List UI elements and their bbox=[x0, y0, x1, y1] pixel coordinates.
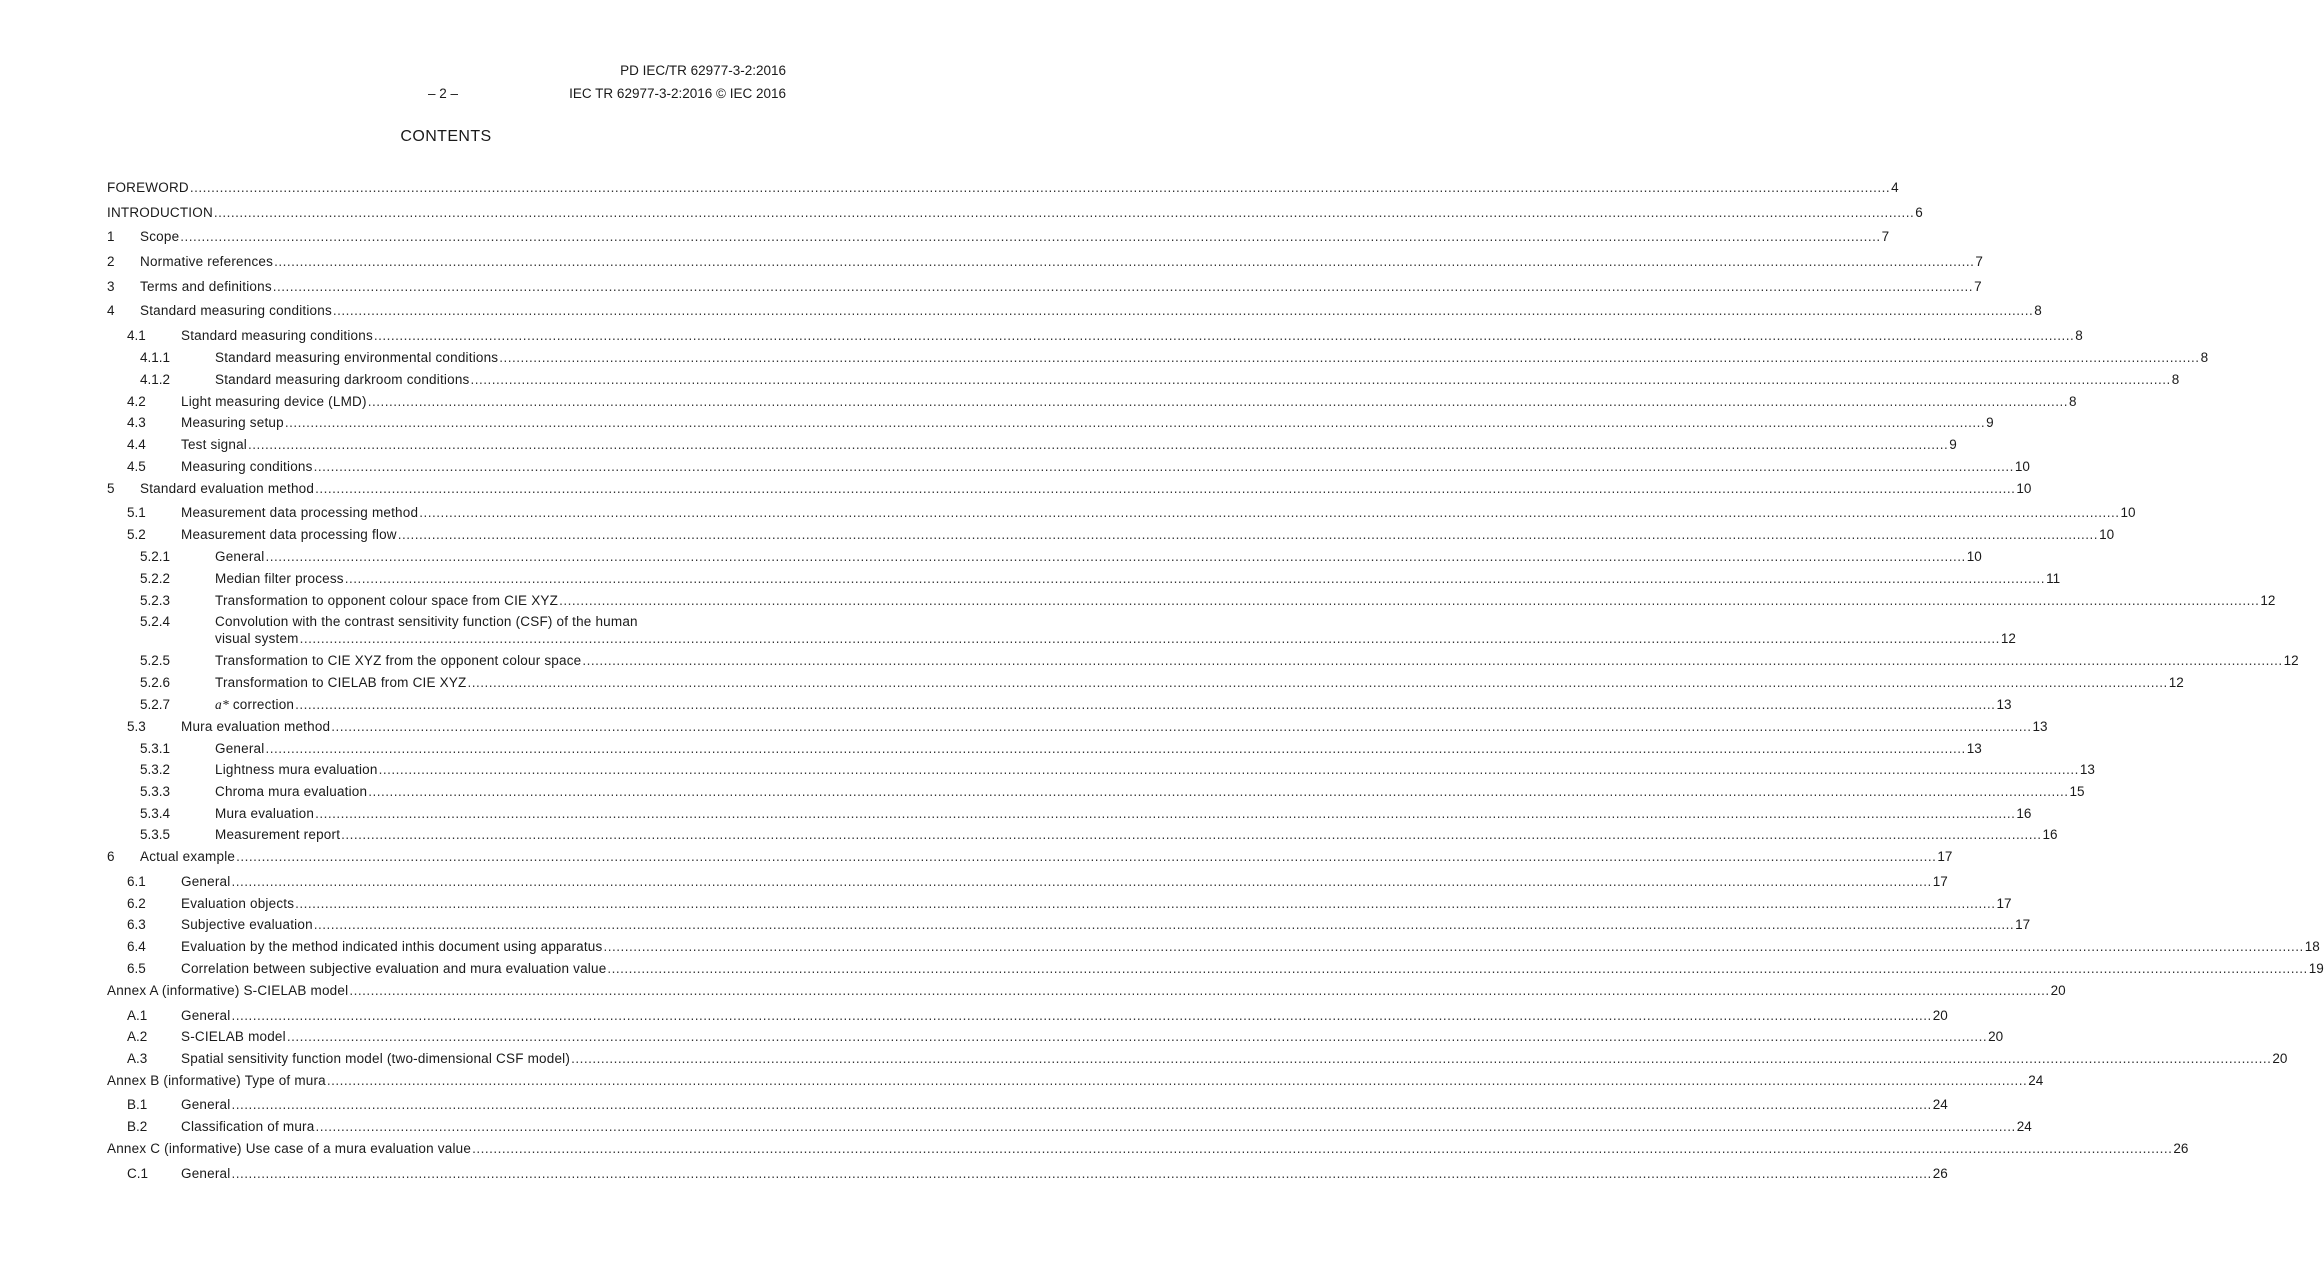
toc-page-number: 11 bbox=[2046, 571, 2061, 586]
toc-title: Median filter process bbox=[215, 571, 344, 586]
toc-section-number: A.2 bbox=[127, 1029, 148, 1044]
toc-leader-dots: ................................................................................................................................................................................................................................................................................................................................................................................................................ bbox=[284, 415, 1986, 430]
toc-section-number: B.1 bbox=[127, 1097, 148, 1112]
toc-title: Scope bbox=[140, 229, 180, 244]
toc-title: General bbox=[181, 874, 231, 889]
toc-leader-dots: ................................................................................................................................................................................................................................................................................................................................................................................................................ bbox=[286, 1029, 1988, 1044]
toc-leader-dots: ................................................................................................................................................................................................................................................................................................................................................................................................................ bbox=[272, 279, 1974, 294]
toc-title: Evaluation by the method indicated inthis document using apparatus bbox=[181, 939, 603, 954]
toc-leader-dots: ................................................................................................................................................................................................................................................................................................................................................................................................................ bbox=[332, 303, 2034, 318]
toc-leader-dots: ................................................................................................................................................................................................................................................................................................................................................................................................................ bbox=[341, 827, 2042, 842]
toc-title: Annex B (informative) Type of mura bbox=[107, 1073, 326, 1088]
toc-page-number: 10 bbox=[2016, 481, 2032, 496]
toc-title: visual system bbox=[215, 631, 299, 646]
toc-leader-dots: ................................................................................................................................................................................................................................................................................................................................................................................................................ bbox=[315, 1119, 2016, 1134]
toc-title: Spatial sensitivity function model (two-dimensional CSF model) bbox=[181, 1051, 571, 1066]
toc-page-number: 12 bbox=[2000, 631, 2016, 646]
toc-leader-dots: ................................................................................................................................................................................................................................................................................................................................................................................................................ bbox=[559, 593, 2260, 608]
toc-title: General bbox=[181, 1097, 231, 1112]
toc-leader-dots: ................................................................................................................................................................................................................................................................................................................................................................................................................ bbox=[213, 205, 1915, 220]
toc-section-number: 4.1.2 bbox=[140, 372, 171, 387]
toc-leader-dots: ................................................................................................................................................................................................................................................................................................................................................................................................................ bbox=[247, 437, 1949, 452]
toc-section-number: C.1 bbox=[127, 1166, 149, 1181]
toc-page-number: 17 bbox=[1932, 874, 1948, 889]
toc-section-number: B.2 bbox=[127, 1119, 148, 1134]
toc-page-number: 13 bbox=[1966, 741, 1982, 756]
toc-entry[interactable] bbox=[107, 848, 1953, 865]
toc-title: FOREWORD bbox=[107, 180, 189, 195]
toc-entry[interactable] bbox=[107, 740, 1982, 757]
toc-entry[interactable] bbox=[107, 548, 1982, 565]
toc-title: Actual example bbox=[140, 849, 236, 864]
toc-leader-dots: ................................................................................................................................................................................................................................................................................................................................................................................................................ bbox=[265, 741, 1966, 756]
toc-page-number: 17 bbox=[1937, 849, 1953, 864]
toc-leader-dots: ................................................................................................................................................................................................................................................................................................................................................................................................................ bbox=[274, 254, 1975, 269]
toc-entry[interactable] bbox=[107, 570, 2061, 587]
toc-entry[interactable] bbox=[107, 1140, 2189, 1157]
toc-leader-dots: ................................................................................................................................................................................................................................................................................................................................................................................................................ bbox=[180, 229, 1881, 244]
toc-entry[interactable] bbox=[107, 592, 2276, 609]
toc-entry[interactable] bbox=[107, 436, 1957, 453]
toc-entry[interactable] bbox=[107, 826, 2058, 843]
toc-section-number: 5.2.7 bbox=[140, 697, 171, 712]
toc-section-number: 5.3 bbox=[127, 719, 146, 734]
toc-page-number: 18 bbox=[2304, 939, 2320, 954]
toc-entry[interactable] bbox=[107, 1165, 1948, 1182]
toc-leader-dots: ................................................................................................................................................................................................................................................................................................................................................................................................................ bbox=[313, 917, 2015, 932]
toc-page-number: 24 bbox=[1932, 1097, 1948, 1112]
toc-page-number: 12 bbox=[2168, 675, 2184, 690]
toc-section-number: A.3 bbox=[127, 1051, 148, 1066]
toc-page-number: 15 bbox=[2069, 784, 2085, 799]
toc-section-number: 6.4 bbox=[127, 939, 146, 954]
toc-title: Measuring conditions bbox=[181, 459, 313, 474]
toc-title-italic: a* bbox=[215, 697, 229, 712]
toc-section-number: 6.2 bbox=[127, 896, 146, 911]
toc-entry[interactable] bbox=[107, 718, 2048, 735]
toc-entry[interactable] bbox=[107, 916, 2031, 933]
toc-leader-dots: ................................................................................................................................................................................................................................................................................................................................................................................................................ bbox=[397, 527, 2099, 542]
toc-title: Measurement report bbox=[215, 827, 341, 842]
toc-leader-dots: ................................................................................................................................................................................................................................................................................................................................................................................................................ bbox=[231, 874, 1932, 889]
toc-section-number: 5.3.4 bbox=[140, 806, 171, 821]
toc-page-number: 10 bbox=[2099, 527, 2115, 542]
toc-page-number: 7 bbox=[1974, 279, 1982, 294]
toc-title: Standard measuring conditions bbox=[181, 328, 373, 343]
toc-leader-dots: ................................................................................................................................................................................................................................................................................................................................................................................................................ bbox=[571, 1051, 2272, 1066]
toc-entry[interactable] bbox=[107, 278, 1982, 295]
toc-title: Standard measuring darkroom conditions bbox=[215, 372, 470, 387]
toc-title: Light measuring device (LMD) bbox=[181, 394, 367, 409]
toc-leader-dots: ................................................................................................................................................................................................................................................................................................................................................................................................................ bbox=[189, 180, 1891, 195]
toc-leader-dots: ................................................................................................................................................................................................................................................................................................................................................................................................................ bbox=[299, 631, 2000, 646]
toc-entry[interactable] bbox=[107, 349, 2209, 366]
toc-section-number: 5.3.1 bbox=[140, 741, 171, 756]
toc-page-number: 20 bbox=[1988, 1029, 2004, 1044]
toc-leader-dots: ................................................................................................................................................................................................................................................................................................................................................................................................................ bbox=[344, 571, 2046, 586]
toc-entry[interactable] bbox=[107, 179, 1899, 196]
toc-leader-dots: ................................................................................................................................................................................................................................................................................................................................................................................................................ bbox=[315, 806, 2016, 821]
toc-section-number: A.1 bbox=[127, 1008, 148, 1023]
toc-page-number: 9 bbox=[1986, 415, 1994, 430]
toc-leader-dots: ................................................................................................................................................................................................................................................................................................................................................................................................................ bbox=[326, 1073, 2028, 1088]
toc-section-number: 4.1.1 bbox=[140, 350, 171, 365]
toc-title: Normative references bbox=[140, 254, 274, 269]
toc-entry[interactable] bbox=[107, 526, 2115, 543]
toc-section-number: 5.2.2 bbox=[140, 571, 171, 586]
toc-entry[interactable] bbox=[107, 1028, 2004, 1045]
toc-page-number: 8 bbox=[2200, 350, 2209, 365]
toc-page-number: 24 bbox=[2028, 1073, 2044, 1088]
toc-title: General bbox=[215, 741, 265, 756]
toc-title: Terms and definitions bbox=[140, 279, 272, 294]
toc-leader-dots: ................................................................................................................................................................................................................................................................................................................................................................................................................ bbox=[472, 1141, 2173, 1156]
toc-leader-dots: ................................................................................................................................................................................................................................................................................................................................................................................................................ bbox=[265, 549, 1966, 564]
table-of-contents bbox=[107, 0, 2324, 1262]
toc-entry[interactable] bbox=[107, 1050, 2288, 1067]
toc-title: General bbox=[215, 549, 265, 564]
toc-entry[interactable] bbox=[107, 504, 2136, 521]
toc-section-number: 4.4 bbox=[127, 437, 146, 452]
toc-page-number: 4 bbox=[1891, 180, 1899, 195]
toc-leader-dots: ................................................................................................................................................................................................................................................................................................................................................................................................................ bbox=[603, 939, 2304, 954]
toc-page-number: 8 bbox=[2171, 372, 2180, 387]
toc-section-number: 5.2.5 bbox=[140, 653, 171, 668]
toc-entry[interactable] bbox=[107, 1096, 1948, 1113]
toc-page-number: 26 bbox=[1932, 1166, 1948, 1181]
toc-title: Classification of mura bbox=[181, 1119, 315, 1134]
toc-entry[interactable] bbox=[107, 414, 1994, 431]
toc-page-number: 26 bbox=[2173, 1141, 2189, 1156]
toc-section-number: 4.1 bbox=[127, 328, 146, 343]
toc-leader-dots: ................................................................................................................................................................................................................................................................................................................................................................................................................ bbox=[231, 1166, 1932, 1181]
toc-title: Lightness mura evaluation bbox=[215, 762, 378, 777]
toc-page-number: 20 bbox=[1932, 1008, 1948, 1023]
toc-entry[interactable] bbox=[107, 1072, 2044, 1089]
toc-page-number: 6 bbox=[1915, 205, 1923, 220]
toc-entry[interactable] bbox=[107, 327, 2083, 344]
toc-page-number: 12 bbox=[2283, 653, 2299, 668]
toc-page-number: 24 bbox=[2016, 1119, 2032, 1134]
toc-title: Correlation between subjective evaluation and mura evaluation value bbox=[181, 961, 607, 976]
toc-section-number: 2 bbox=[107, 254, 115, 269]
toc-page-number: 16 bbox=[2042, 827, 2058, 842]
toc-section-number: 5.2.6 bbox=[140, 675, 171, 690]
toc-entry[interactable] bbox=[107, 873, 1948, 890]
toc-page-number: 13 bbox=[2032, 719, 2048, 734]
toc-page-number: 9 bbox=[1949, 437, 1957, 452]
toc-section-number: 1 bbox=[107, 229, 115, 244]
toc-entry[interactable] bbox=[107, 253, 1983, 270]
toc-section-number: 5.1 bbox=[127, 505, 146, 520]
toc-title: INTRODUCTION bbox=[107, 205, 213, 220]
toc-title: Annex A (informative) S-CIELAB model bbox=[107, 983, 349, 998]
toc-entry[interactable] bbox=[107, 696, 2012, 713]
toc-leader-dots: ................................................................................................................................................................................................................................................................................................................................................................................................................ bbox=[295, 697, 1996, 712]
toc-page-number: 16 bbox=[2016, 806, 2032, 821]
toc-leader-dots: ................................................................................................................................................................................................................................................................................................................................................................................................................ bbox=[349, 983, 2050, 998]
toc-title-line1: Convolution with the contrast sensitivity function (CSF) of the human bbox=[215, 614, 638, 629]
toc-title: Standard measuring conditions bbox=[140, 303, 332, 318]
toc-page-number: 13 bbox=[2079, 762, 2095, 777]
toc-leader-dots: ................................................................................................................................................................................................................................................................................................................................................................................................................ bbox=[582, 653, 2283, 668]
toc-page-number: 8 bbox=[2075, 328, 2083, 343]
toc-title: Evaluation objects bbox=[181, 896, 295, 911]
toc-entry[interactable] bbox=[107, 805, 2032, 822]
toc-entry[interactable] bbox=[107, 393, 2077, 410]
toc-entry[interactable] bbox=[107, 1118, 2032, 1135]
toc-section-number: 6.3 bbox=[127, 917, 146, 932]
toc-entry[interactable] bbox=[107, 938, 2320, 955]
toc-leader-dots: ................................................................................................................................................................................................................................................................................................................................................................................................................ bbox=[368, 784, 2069, 799]
toc-entry[interactable] bbox=[107, 458, 2030, 475]
toc-title: Chroma mura evaluation bbox=[215, 784, 368, 799]
toc-section-number: 3 bbox=[107, 279, 115, 294]
toc-title: Transformation to opponent colour space from CIE XYZ bbox=[215, 593, 559, 608]
toc-section-number: 5 bbox=[107, 481, 115, 496]
toc-section-number: 5.2 bbox=[127, 527, 146, 542]
toc-leader-dots: ................................................................................................................................................................................................................................................................................................................................................................................................................ bbox=[499, 350, 2200, 365]
toc-entry[interactable] bbox=[107, 480, 2032, 497]
toc-title: Transformation to CIE XYZ from the opponent colour space bbox=[215, 653, 582, 668]
toc-leader-dots: ................................................................................................................................................................................................................................................................................................................................................................................................................ bbox=[607, 961, 2308, 976]
toc-page-number: 17 bbox=[2015, 917, 2031, 932]
toc-entry[interactable] bbox=[107, 895, 2012, 912]
toc-title bbox=[215, 696, 294, 713]
toc-leader-dots: ................................................................................................................................................................................................................................................................................................................................................................................................................ bbox=[470, 372, 2171, 387]
toc-entry[interactable] bbox=[107, 371, 2180, 388]
toc-leader-dots: ................................................................................................................................................................................................................................................................................................................................................................................................................ bbox=[313, 459, 2014, 474]
toc-title: Standard measuring environmental conditions bbox=[215, 350, 499, 365]
document-id: PD IEC/TR 62977-3-2:2016 bbox=[620, 63, 786, 78]
toc-section-number: 4.5 bbox=[127, 459, 146, 474]
toc-section-number: 6.1 bbox=[127, 874, 146, 889]
toc-entry[interactable] bbox=[107, 783, 2085, 800]
toc-title: Annex C (informative) Use case of a mura evaluation value bbox=[107, 1141, 472, 1156]
toc-leader-dots: ................................................................................................................................................................................................................................................................................................................................................................................................................ bbox=[419, 505, 2120, 520]
toc-title: General bbox=[181, 1166, 231, 1181]
toc-page-number: 20 bbox=[2272, 1051, 2288, 1066]
toc-page-number: 10 bbox=[1966, 549, 1982, 564]
toc-section-number: 6 bbox=[107, 849, 115, 864]
toc-leader-dots: ................................................................................................................................................................................................................................................................................................................................................................................................................ bbox=[231, 1097, 1932, 1112]
toc-page-number: 19 bbox=[2308, 961, 2324, 976]
toc-leader-dots: ................................................................................................................................................................................................................................................................................................................................................................................................................ bbox=[231, 1008, 1932, 1023]
toc-leader-dots: ................................................................................................................................................................................................................................................................................................................................................................................................................ bbox=[373, 328, 2075, 343]
page-marker: – 2 – bbox=[428, 86, 459, 101]
toc-leader-dots: ................................................................................................................................................................................................................................................................................................................................................................................................................ bbox=[378, 762, 2079, 777]
toc-leader-dots: ................................................................................................................................................................................................................................................................................................................................................................................................................ bbox=[367, 394, 2068, 409]
toc-entry[interactable] bbox=[107, 204, 1923, 221]
toc-title: Measurement data processing method bbox=[181, 505, 419, 520]
toc-entry[interactable] bbox=[107, 228, 1890, 245]
toc-section-number: 4.3 bbox=[127, 415, 146, 430]
toc-page-number: 10 bbox=[2014, 459, 2030, 474]
toc-title-text: correction bbox=[228, 697, 295, 712]
toc-page-number: 20 bbox=[2050, 983, 2066, 998]
toc-page-number: 7 bbox=[1975, 254, 1983, 269]
toc-section-number: 5.2.1 bbox=[140, 549, 171, 564]
toc-section-number: 4.2 bbox=[127, 394, 146, 409]
toc-entry[interactable] bbox=[107, 302, 2042, 319]
toc-section-number: 5.3.3 bbox=[140, 784, 171, 799]
toc-leader-dots: ................................................................................................................................................................................................................................................................................................................................................................................................................ bbox=[315, 481, 2016, 496]
toc-page-number: 7 bbox=[1881, 229, 1890, 244]
toc-title: Transformation to CIELAB from CIE XYZ bbox=[215, 675, 467, 690]
contents-title: CONTENTS bbox=[400, 128, 492, 145]
toc-entry[interactable] bbox=[107, 761, 2095, 778]
toc-title: Standard evaluation method bbox=[140, 481, 315, 496]
toc-title: Measuring setup bbox=[181, 415, 284, 430]
toc-section-number: 4 bbox=[107, 303, 115, 318]
toc-leader-dots: ................................................................................................................................................................................................................................................................................................................................................................................................................ bbox=[236, 849, 1937, 864]
toc-entry[interactable] bbox=[107, 1007, 1948, 1024]
toc-leader-dots: ................................................................................................................................................................................................................................................................................................................................................................................................................ bbox=[467, 675, 2168, 690]
toc-page-number: 8 bbox=[2068, 394, 2077, 409]
toc-section-number: 5.3.5 bbox=[140, 827, 171, 842]
toc-title: Mura evaluation bbox=[215, 806, 315, 821]
toc-title: S-CIELAB model bbox=[181, 1029, 286, 1044]
toc-entry[interactable] bbox=[107, 982, 2066, 999]
toc-section-number: 5.2.3 bbox=[140, 593, 171, 608]
toc-entry[interactable] bbox=[107, 960, 2324, 977]
toc-section-number: 5.2.4 bbox=[140, 614, 171, 629]
toc-page-number: 12 bbox=[2260, 593, 2276, 608]
toc-title: Measurement data processing flow bbox=[181, 527, 397, 542]
toc-page-number: 13 bbox=[1996, 697, 2012, 712]
toc-title: Subjective evaluation bbox=[181, 917, 313, 932]
toc-title: Test signal bbox=[181, 437, 247, 452]
toc-leader-dots: ................................................................................................................................................................................................................................................................................................................................................................................................................ bbox=[295, 896, 1996, 911]
toc-section-number: 6.5 bbox=[127, 961, 146, 976]
toc-page-number: 10 bbox=[2120, 505, 2136, 520]
copyright-line: IEC TR 62977-3-2:2016 © IEC 2016 bbox=[569, 86, 786, 101]
toc-entry[interactable] bbox=[107, 652, 2299, 669]
toc-page-number: 8 bbox=[2034, 303, 2042, 318]
toc-title: Mura evaluation method bbox=[181, 719, 331, 734]
toc-leader-dots: ................................................................................................................................................................................................................................................................................................................................................................................................................ bbox=[331, 719, 2032, 734]
toc-section-number: 5.3.2 bbox=[140, 762, 171, 777]
toc-entry[interactable] bbox=[107, 613, 2016, 647]
toc-entry[interactable] bbox=[107, 674, 2184, 691]
toc-page-number: 17 bbox=[1996, 896, 2012, 911]
toc-title: General bbox=[181, 1008, 231, 1023]
